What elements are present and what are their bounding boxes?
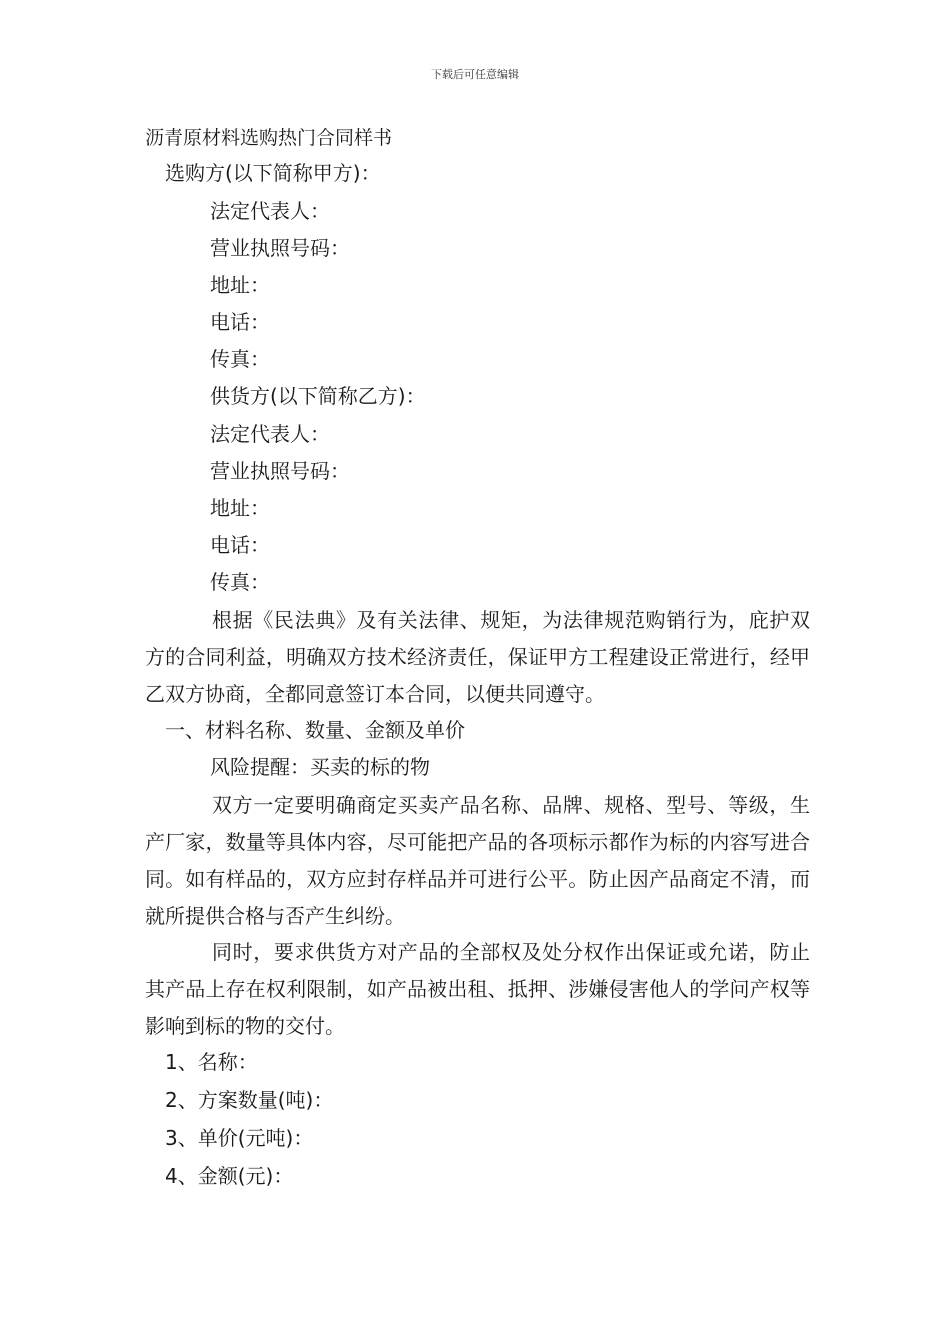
item-quantity: 2、方案数量(吨)：	[165, 1088, 334, 1112]
document-title: 沥青原材料选购热门合同样书	[145, 127, 393, 149]
buyer-fax: 传真：	[210, 347, 270, 371]
supplier-address: 地址：	[210, 496, 270, 520]
item-name: 1、名称：	[165, 1050, 258, 1074]
section1-heading: 一、材料名称、数量、金额及单价	[165, 718, 465, 742]
supplier-legal-rep: 法定代表人：	[210, 422, 330, 446]
supplier-fax: 传真：	[210, 570, 270, 594]
buyer-phone: 电话：	[210, 310, 270, 334]
supplier-heading: 供货方(以下简称乙方)：	[210, 384, 426, 408]
risk-paragraph-1: 双方一定要明确商定买卖产品名称、品牌、规格、型号、等级，生产厂家，数量等具体内容，尽可能把产品的各项标示都作为标的内容写进合同。如有样品的，双方应封存样品并可进行公平。防止因产品商定不清，而就所提供合格与否产生纠纷。	[145, 793, 810, 928]
supplier-license: 营业执照号码：	[210, 459, 350, 483]
item-amount: 4、金额(元)：	[165, 1164, 294, 1188]
header-note: 下载后可任意编辑	[431, 68, 519, 81]
intro-paragraph: 根据《民法典》及有关法律、规矩，为法律规范购销行为，庇护双方的合同利益，明确双方技术经济责任，保证甲方工程建设正常进行，经甲乙双方协商，全都同意签订本合同，以便共同遵守。	[145, 608, 810, 706]
buyer-address: 地址：	[210, 273, 270, 297]
risk-heading: 风险提醒：买卖的标的物	[210, 755, 430, 779]
item-unit-price: 3、单价(元吨)：	[165, 1126, 314, 1150]
buyer-legal-rep: 法定代表人：	[210, 199, 330, 223]
buyer-license: 营业执照号码：	[210, 236, 350, 260]
buyer-heading: 选购方(以下简称甲方)：	[165, 161, 381, 185]
risk-paragraph-2: 同时，要求供货方对产品的全部权及处分权作出保证或允诺，防止其产品上存在权利限制，如产品被出租、抵押、涉嫌侵害他人的学问产权等影响到标的物的交付。	[145, 940, 810, 1038]
supplier-phone: 电话：	[210, 533, 270, 557]
